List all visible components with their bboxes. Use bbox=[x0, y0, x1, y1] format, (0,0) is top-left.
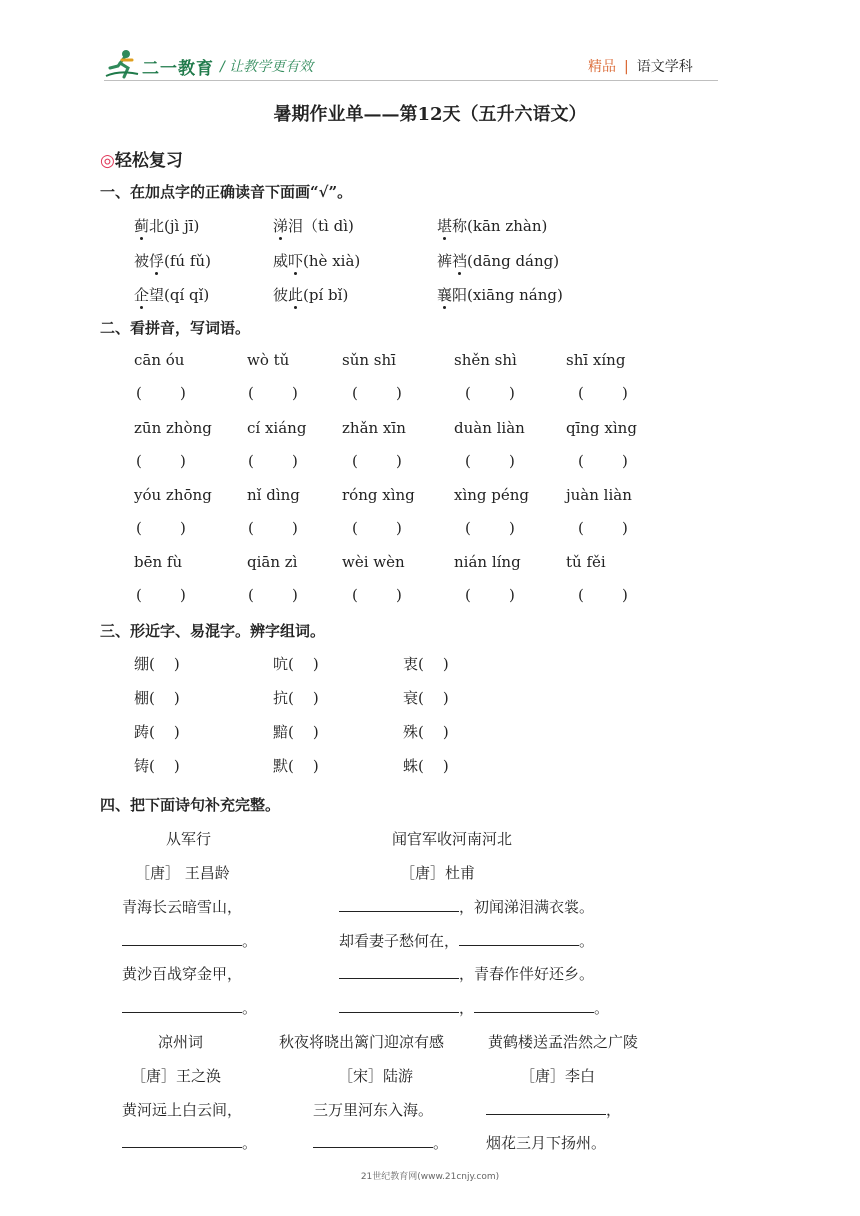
logo-text: 二一教育 bbox=[142, 59, 214, 79]
q3-item[interactable]: 衷( ) bbox=[403, 655, 449, 673]
blank[interactable] bbox=[474, 998, 594, 1013]
q2-pinyin: xìng péng bbox=[454, 486, 530, 504]
section-title bbox=[100, 146, 183, 171]
q2-pinyin: nǐ dìng bbox=[247, 486, 300, 504]
q1-item[interactable] bbox=[437, 284, 563, 305]
poem1-line1: 青海长云暗雪山， bbox=[122, 898, 243, 916]
q3-item[interactable]: 衰( ) bbox=[403, 689, 449, 707]
poem2-line2-period: 。 bbox=[579, 932, 595, 950]
blank[interactable] bbox=[339, 998, 459, 1013]
poem4-line2 bbox=[313, 1132, 448, 1153]
q1-item-suffix: 称(kān zhàn) bbox=[452, 217, 548, 235]
q1-dotted-char: 吓 bbox=[288, 252, 304, 270]
q3-item[interactable]: 铸( ) bbox=[134, 757, 180, 775]
q1-item[interactable] bbox=[134, 284, 209, 305]
poem2-author: ［唐］杜甫 bbox=[400, 864, 476, 882]
poem1-line2-period: 。 bbox=[242, 932, 258, 950]
q2-pinyin: wèi wèn bbox=[342, 553, 405, 571]
logo-runner-icon bbox=[104, 48, 140, 80]
q2-heading: 二、看拼音，写词语。 bbox=[100, 319, 251, 337]
q2-answer-blank[interactable]: ( ) bbox=[578, 586, 628, 604]
poem1-line4-period: 。 bbox=[242, 999, 258, 1017]
q3-item[interactable]: 吭( ) bbox=[273, 655, 319, 673]
q1-dotted-char: 涕 bbox=[273, 217, 289, 235]
q2-answer-blank[interactable]: ( ) bbox=[248, 586, 298, 604]
poem2-line1 bbox=[339, 896, 594, 917]
q1-item-suffix: 阳(xiāng náng) bbox=[452, 286, 563, 304]
q2-answer-blank[interactable]: ( ) bbox=[465, 452, 515, 470]
q2-pinyin: sǔn shī bbox=[342, 351, 396, 369]
q2-pinyin: duàn liàn bbox=[454, 419, 525, 437]
poem1-title: 从军行 bbox=[166, 830, 212, 848]
q2-pinyin: shěn shì bbox=[454, 351, 517, 369]
q3-item[interactable]: 蛛( ) bbox=[403, 757, 449, 775]
q2-pinyin: zūn zhòng bbox=[134, 419, 212, 437]
q2-answer-blank[interactable]: ( ) bbox=[136, 519, 186, 537]
q1-item-prefix: 威 bbox=[273, 252, 289, 270]
blank[interactable] bbox=[313, 1133, 433, 1148]
blank[interactable] bbox=[486, 1100, 606, 1115]
q1-item[interactable] bbox=[437, 250, 559, 271]
poem3-author: ［唐］王之涣 bbox=[131, 1067, 222, 1085]
q2-answer-blank[interactable]: ( ) bbox=[465, 384, 515, 402]
q2-answer-blank[interactable]: ( ) bbox=[578, 519, 628, 537]
poem2-title: 闻官军收河南河北 bbox=[392, 830, 513, 848]
q2-pinyin: cān óu bbox=[134, 351, 185, 369]
q2-pinyin: juàn liàn bbox=[566, 486, 632, 504]
q3-item[interactable]: 默( ) bbox=[273, 757, 319, 775]
poem2-line3-text: ，青春作伴好还乡。 bbox=[459, 965, 595, 983]
q1-item-prefix: 彼 bbox=[273, 286, 289, 304]
q1-item-suffix: 北(jì jī) bbox=[149, 217, 200, 235]
footer: 21世纪教育网(www.21cnjy.com) bbox=[360, 1172, 500, 1182]
poem5-line1-comma: ， bbox=[606, 1101, 622, 1119]
poem1-author: ［唐］ 王昌龄 bbox=[135, 864, 230, 882]
blank[interactable] bbox=[122, 931, 242, 946]
blank[interactable] bbox=[122, 1133, 242, 1148]
q1-dotted-char: 俘 bbox=[149, 252, 165, 270]
q1-item-suffix: (fú fǔ) bbox=[164, 252, 211, 270]
poem1-line3: 黄沙百战穿金甲， bbox=[122, 965, 243, 983]
poem1-line4 bbox=[122, 997, 257, 1018]
q1-item[interactable] bbox=[134, 250, 211, 271]
q2-answer-blank[interactable]: ( ) bbox=[352, 519, 402, 537]
slogan: / 让教学更有效 bbox=[220, 59, 314, 75]
q2-pinyin: nián líng bbox=[454, 553, 521, 571]
q2-pinyin: tǔ fěi bbox=[566, 553, 606, 571]
q1-dotted-char: 襄 bbox=[437, 286, 453, 304]
q1-item[interactable] bbox=[273, 284, 348, 305]
page-title: 暑期作业单——第12天（五升六语文） bbox=[273, 104, 587, 125]
q2-pinyin: róng xìng bbox=[342, 486, 415, 504]
blank[interactable] bbox=[339, 964, 459, 979]
q2-answer-blank[interactable]: ( ) bbox=[465, 519, 515, 537]
header-separator: | bbox=[624, 59, 629, 75]
poem4-author: ［宋］陆游 bbox=[338, 1067, 414, 1085]
q1-dotted-char: 裆 bbox=[452, 252, 468, 270]
jingpin-label: 精品 bbox=[588, 59, 616, 75]
q2-pinyin: qiān zì bbox=[247, 553, 298, 571]
q1-dotted-char: 蓟 bbox=[134, 217, 150, 235]
poem2-line2-text: 却看妻子愁何在， bbox=[339, 932, 460, 950]
q2-answer-blank[interactable]: ( ) bbox=[136, 586, 186, 604]
q3-item[interactable]: 殊( ) bbox=[403, 723, 449, 741]
q2-pinyin: zhǎn xīn bbox=[342, 419, 406, 437]
q2-answer-blank[interactable]: ( ) bbox=[248, 519, 298, 537]
poem5-author: ［唐］李白 bbox=[520, 1067, 596, 1085]
q2-pinyin: wò tǔ bbox=[247, 351, 290, 369]
q1-item[interactable] bbox=[273, 215, 354, 236]
q3-item[interactable]: 抗( ) bbox=[273, 689, 319, 707]
q1-item[interactable] bbox=[273, 250, 360, 271]
q1-heading: 一、在加点字的正确读音下面画“√”。 bbox=[100, 183, 353, 201]
header-right bbox=[588, 56, 693, 76]
q2-answer-blank[interactable]: ( ) bbox=[465, 586, 515, 604]
poem3-title: 凉州词 bbox=[158, 1033, 204, 1051]
blank[interactable] bbox=[339, 897, 459, 912]
q1-item-prefix: 被 bbox=[134, 252, 150, 270]
q1-item-suffix: (dāng dáng) bbox=[467, 252, 560, 270]
q3-item[interactable]: 踌( ) bbox=[134, 723, 180, 741]
q1-item-suffix: 望(qí qǐ) bbox=[149, 286, 210, 304]
q3-heading: 三、形近字、易混字。辨字组词。 bbox=[100, 622, 326, 640]
poem2-line4 bbox=[339, 997, 609, 1018]
section-title-text: 轻松复习 bbox=[114, 151, 183, 171]
q2-pinyin: qīng xìng bbox=[566, 419, 637, 437]
section-mark-icon: ◎ bbox=[100, 151, 115, 171]
q2-pinyin: cí xiáng bbox=[247, 419, 307, 437]
poem2-line1-text: ，初闻涕泪满衣裳。 bbox=[459, 898, 595, 916]
q2-answer-blank[interactable]: ( ) bbox=[352, 384, 402, 402]
q2-answer-blank[interactable]: ( ) bbox=[578, 384, 628, 402]
poem2-line3 bbox=[339, 963, 594, 984]
q1-item-suffix: 泪（tì dì) bbox=[288, 217, 354, 235]
poem5-title: 黄鹤楼送孟浩然之广陵 bbox=[488, 1033, 639, 1051]
q2-answer-blank[interactable]: ( ) bbox=[352, 452, 402, 470]
poem2-line2 bbox=[339, 930, 594, 951]
q1-dotted-char: 此 bbox=[288, 286, 304, 304]
q1-item-suffix: (hè xià) bbox=[303, 252, 361, 270]
header-divider bbox=[104, 80, 718, 81]
poem5-line1 bbox=[486, 1099, 621, 1120]
q1-item[interactable] bbox=[437, 215, 547, 236]
q2-pinyin: yóu zhōng bbox=[134, 486, 212, 504]
blank[interactable] bbox=[122, 998, 242, 1013]
q2-answer-blank[interactable]: ( ) bbox=[136, 452, 186, 470]
q2-answer-blank[interactable]: ( ) bbox=[136, 384, 186, 402]
q2-answer-blank[interactable]: ( ) bbox=[248, 452, 298, 470]
q1-dotted-char: 堪 bbox=[437, 217, 453, 235]
poem3-line2 bbox=[122, 1132, 257, 1153]
q4-heading: 四、把下面诗句补充完整。 bbox=[100, 796, 281, 814]
q2-pinyin: shī xíng bbox=[566, 351, 626, 369]
q3-item[interactable]: 绷( ) bbox=[134, 655, 180, 673]
q2-answer-blank[interactable]: ( ) bbox=[352, 586, 402, 604]
q1-dotted-char: 企 bbox=[134, 286, 150, 304]
poem2-line4-comma: ， bbox=[459, 999, 475, 1017]
subject-label: 语文学科 bbox=[636, 59, 693, 75]
q1-item-suffix: (pí bǐ) bbox=[303, 286, 349, 304]
q2-answer-blank[interactable]: ( ) bbox=[578, 452, 628, 470]
q3-item[interactable]: 黯( ) bbox=[273, 723, 319, 741]
blank[interactable] bbox=[459, 931, 579, 946]
q1-item[interactable] bbox=[134, 215, 199, 236]
poem2-line4-period: 。 bbox=[594, 999, 610, 1017]
poem4-title: 秋夜将晓出篱门迎凉有感 bbox=[279, 1033, 445, 1051]
q2-answer-blank[interactable]: ( ) bbox=[248, 384, 298, 402]
poem5-line2: 烟花三月下扬州。 bbox=[486, 1134, 607, 1152]
q2-pinyin: bēn fù bbox=[134, 553, 183, 571]
poem1-line2 bbox=[122, 930, 257, 951]
poem4-line2-period: 。 bbox=[433, 1134, 449, 1152]
poem3-line1: 黄河远上白云间， bbox=[122, 1101, 243, 1119]
poem4-line1: 三万里河东入海。 bbox=[313, 1101, 434, 1119]
q1-item-prefix: 裤 bbox=[437, 252, 453, 270]
q3-item[interactable]: 棚( ) bbox=[134, 689, 180, 707]
poem3-line2-period: 。 bbox=[242, 1134, 258, 1152]
